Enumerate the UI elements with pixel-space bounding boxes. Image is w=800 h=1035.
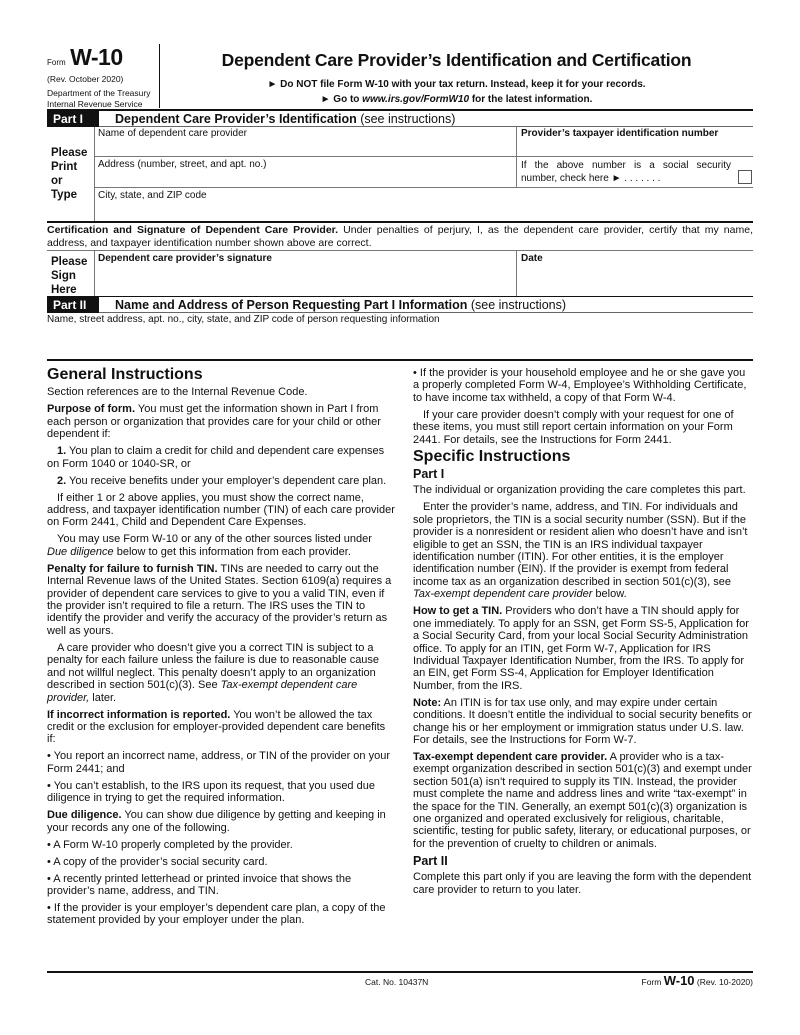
divider	[47, 359, 753, 361]
notice-website	[160, 94, 753, 105]
paragraph-text: Complete this part only if you are leaving the form with the dependent care provider to return to you later.	[413, 871, 752, 896]
paragraph-text: • You can’t establish, to the IRS upon its request, that you used due diligence in trying to get the required information.	[47, 779, 375, 805]
please-sign-label	[51, 255, 87, 297]
paragraph-lead: Purpose of form.	[47, 403, 136, 416]
form-id-block	[47, 44, 160, 108]
department: Department of the Treasury	[47, 88, 151, 98]
part2-title: Name and Address of Person Requesting Part I Information	[115, 297, 468, 312]
provider-tin-label: Provider’s taxpayer identification number	[521, 128, 719, 139]
paragraph-text: If either 1 or 2 above applies, you must show the correct name, address, and taxpayer identification number (TIN) of each care provider on Form 2441, Child and Dependent Care Expenses.	[47, 491, 395, 529]
paragraph-text: Section references are to the Internal Revenue Code.	[47, 386, 308, 399]
instruction-paragraph	[47, 809, 395, 834]
instruction-paragraph	[47, 492, 395, 529]
footer-form-id	[642, 973, 753, 988]
instruction-paragraph	[47, 902, 395, 927]
requester-field[interactable]	[47, 314, 753, 358]
sign-label-line: Here	[51, 284, 77, 296]
paragraph-text: Part II	[413, 853, 448, 868]
certification-text: Under penalties of perjury, I, as the dependent care provider, certify that my name, address, and taxpayer identification number shown above are correct.	[47, 224, 753, 249]
paragraph-text: TINs are needed to carry out the Internal Revenue laws of the United States. Section 6109(a) requires a provider of dependent care services to give to you a valid TIN, even if the provider isn’t required to file a return. The IRS uses the TIN to identify the provider and verify the accuracy of the provider’s return as well as yours.	[47, 562, 392, 637]
notice-do-not-file: ► Do NOT file Form W-10 with your tax return. Instead, keep it for your records.	[267, 79, 646, 90]
provider-address-label: Address (number, street, and apt. no.)	[98, 159, 267, 170]
provider-name-field[interactable]	[94, 126, 517, 157]
instruction-paragraph	[413, 367, 753, 404]
instruction-paragraph	[47, 533, 395, 558]
paragraph-lead: 2.	[57, 474, 67, 487]
paragraph-lead: Note:	[413, 696, 442, 709]
paragraph-text: You receive benefits under your employer’s dependent care plan.	[66, 474, 387, 487]
section-heading	[47, 366, 395, 383]
instruction-paragraph	[47, 709, 395, 746]
divider	[47, 221, 753, 223]
paragraph-text: Due diligence	[47, 545, 114, 558]
side-label-line: Please	[51, 147, 88, 159]
paragraph-text: You won’t be allowed the tax credit or the exclusion for employer-provided dependent care benefits if:	[47, 708, 386, 746]
paragraph-text: below to get this information from each provider.	[113, 545, 351, 558]
paragraph-text: You must get the information shown in Part I from each person or organization that provides care for your child or other dependent if:	[47, 403, 381, 441]
paragraph-lead: How to get a TIN.	[413, 605, 503, 618]
paragraph-text: An ITIN is for tax use only, and may expire under certain conditions. It doesn’t entitle the individual to social security benefits or change his or her employment or immigration status under U.S. law. For details, see the Instructions for Form W-7.	[413, 696, 752, 746]
notice-post: for the latest information.	[469, 94, 593, 105]
instruction-paragraph	[47, 445, 395, 470]
date-label: Date	[521, 253, 543, 264]
part1-title: Dependent Care Provider’s Identification	[115, 111, 357, 126]
catalog-number: Cat. No. 10437N	[365, 977, 429, 987]
part2-header	[47, 297, 753, 313]
paragraph-text: Tax-exempt dependent care provider	[413, 588, 593, 601]
part2-tag: Part II	[47, 297, 99, 313]
provider-address-field[interactable]	[94, 157, 517, 188]
signature-label: Dependent care provider’s signature	[98, 253, 272, 264]
requester-label: Name, street address, apt. no., city, state, and ZIP code of person requesting information	[47, 314, 440, 325]
part1-note: (see instructions)	[356, 111, 456, 126]
paragraph-text: Part I	[413, 467, 445, 482]
irs-link[interactable]: www.irs.gov/FormW10	[362, 94, 470, 105]
instruction-paragraph	[47, 475, 395, 487]
paragraph-lead: If incorrect information is reported.	[47, 708, 231, 721]
instruction-paragraph	[47, 642, 395, 704]
provider-tin-field[interactable]	[517, 126, 753, 157]
paragraph-text: below.	[592, 588, 627, 601]
part1-header	[47, 111, 753, 127]
instruction-paragraph	[47, 386, 395, 398]
paragraph-text: Tax-exempt dependent care provider,	[47, 679, 358, 704]
instruction-paragraph	[47, 563, 395, 637]
ssn-check-cell	[517, 157, 753, 188]
instruction-paragraph	[47, 873, 395, 898]
paragraph-text: Providers who don’t have a TIN should apply for one immediately. To apply for an SSN, get Form SS-5, Application for a Social Security Card, from your local Social Security Administration office. To apply for an ITIN, get Form W-7, Application for IRS Individual Taxpayer Identification Number, from the IRS. To apply for an EIN, get Form SS-4, Application for Employer Identification Number, from the IRS.	[413, 605, 749, 692]
instructions-left-column	[47, 367, 395, 931]
paragraph-text: Enter the provider’s name, address, and TIN. For individuals and sole proprietors, the TIN is a social security number (SSN). But if the provider is a nonresident or resident alien who doesn’t have and isn’t eligible to get an SSN, the TIN is an IRS individual taxpayer identification number (ITIN). For other entities, it is the employer identification number (EIN). If the provider is exempt from federal income tax as an organization described in section 501(c)(3), see	[413, 501, 748, 588]
date-field[interactable]	[517, 251, 753, 296]
provider-name-label: Name of dependent care provider	[98, 128, 247, 139]
footer-form-label: Form	[641, 977, 662, 987]
footer-form-number: W-10	[663, 973, 695, 988]
paragraph-lead: Penalty for failure to furnish TIN.	[47, 562, 218, 575]
signature-field[interactable]	[94, 251, 517, 296]
revision: (Rev. October 2020)	[47, 74, 124, 84]
paragraph-lead: Due diligence.	[47, 809, 122, 822]
instruction-paragraph	[413, 409, 753, 446]
instruction-paragraph	[413, 501, 753, 600]
section-heading	[413, 855, 753, 867]
section-heading	[413, 447, 753, 465]
instruction-paragraph	[413, 751, 753, 850]
paragraph-text: • A Form W-10 properly completed by the provider.	[47, 838, 293, 851]
paragraph-text: General Instructions	[47, 366, 203, 383]
instruction-paragraph	[47, 839, 395, 851]
paragraph-lead: Tax-exempt dependent care provider.	[413, 750, 608, 763]
part2-note: (see instructions)	[467, 297, 567, 312]
instruction-paragraph	[413, 697, 753, 747]
side-label-line: Type	[51, 189, 77, 201]
instruction-paragraph	[413, 871, 753, 896]
paragraph-text: • You report an incorrect name, address, or TIN of the provider on your Form 2441; and	[47, 750, 390, 775]
instruction-paragraph	[413, 605, 753, 692]
paragraph-text: You can show due diligence by getting and keeping in your records any one of the following.	[47, 809, 386, 834]
sign-label-line: Sign	[51, 270, 76, 282]
section-heading	[413, 468, 753, 480]
paragraph-text: • If the provider is your employer’s dependent care plan, a copy of the statement provided by your employer under the plan.	[47, 901, 386, 927]
paragraph-text: If your care provider doesn’t comply with your request for one of these items, you must still report certain information on your Form 2441. For details, see the Instructions for Form 2441.	[413, 408, 734, 446]
paragraph-text: Specific Instructions	[413, 447, 571, 465]
ssn-checkbox[interactable]	[738, 170, 752, 184]
paragraph-text: The individual or organization providing the care completes this part.	[413, 484, 746, 497]
paragraph-lead: 1.	[57, 445, 67, 458]
provider-city-field[interactable]	[94, 188, 753, 222]
side-label-line: Print	[51, 161, 78, 173]
instruction-paragraph	[413, 484, 753, 496]
instruction-paragraph	[47, 856, 395, 868]
ssn-check-label: If the above number is a social security number, check here ► . . . . . . .	[521, 160, 731, 184]
instructions-right-column	[413, 367, 753, 901]
instruction-paragraph	[47, 780, 395, 805]
paragraph-text: • A recently printed letterhead or printed invoice that shows the provider’s name, address, and TIN.	[47, 872, 352, 897]
certification-heading: Certification and Signature of Dependent Care Provider.	[47, 224, 339, 236]
form-label: Form	[47, 58, 66, 67]
form-number: W-10	[70, 44, 123, 70]
paragraph-text: later.	[89, 691, 117, 704]
notice-pre: ► Go to	[320, 94, 363, 105]
provider-city-label: City, state, and ZIP code	[98, 190, 207, 201]
instruction-paragraph	[47, 403, 395, 440]
paragraph-text: You may use Form W-10 or any of the other sources listed under	[57, 533, 372, 546]
paragraph-text: A care provider who doesn’t give you a correct TIN is subject to a penalty for each failure unless the failure is due to reasonable cause and not willful neglect. This penalty doesn’t apply to an organization described in section 501(c)(3). See	[47, 641, 380, 692]
paragraph-text: • A copy of the provider’s social security card.	[47, 855, 268, 868]
part1-tag: Part I	[47, 111, 99, 127]
side-label-line: or	[51, 175, 63, 187]
service: Internal Revenue Service	[47, 99, 143, 109]
instruction-paragraph	[47, 750, 395, 775]
please-print-label	[51, 146, 87, 202]
paragraph-text: • If the provider is your household employee and he or she gave you a properly completed Form W-4, Employee’s Withholding Certificate, to have income tax withheld, a copy of that Form W-4.	[413, 367, 747, 404]
form-title: Dependent Care Provider’s Identification and Certification	[221, 50, 692, 70]
sign-label-line: Please	[51, 256, 88, 268]
paragraph-text: You plan to claim a credit for child and dependent care expenses on Form 1040 or 1040-SR, or	[47, 445, 385, 470]
paragraph-text: A provider who is a tax-exempt organization described in section 501(c)(3) and exempt under section 501(a) isn’t required to supply its TIN. Instead, the provider must complete the name and address lines and write “tax-exempt” in the space for the TIN. Generally, an exempt 501(c)(3) organization is one organized and operated exclusively for religious, charitable, scientific, testing for public safety, literary, or educational purposes, or for the prevention of cruelty to children or animals.	[413, 750, 752, 850]
footer-revision: (Rev. 10-2020)	[696, 977, 753, 987]
certification-statement	[47, 224, 753, 250]
